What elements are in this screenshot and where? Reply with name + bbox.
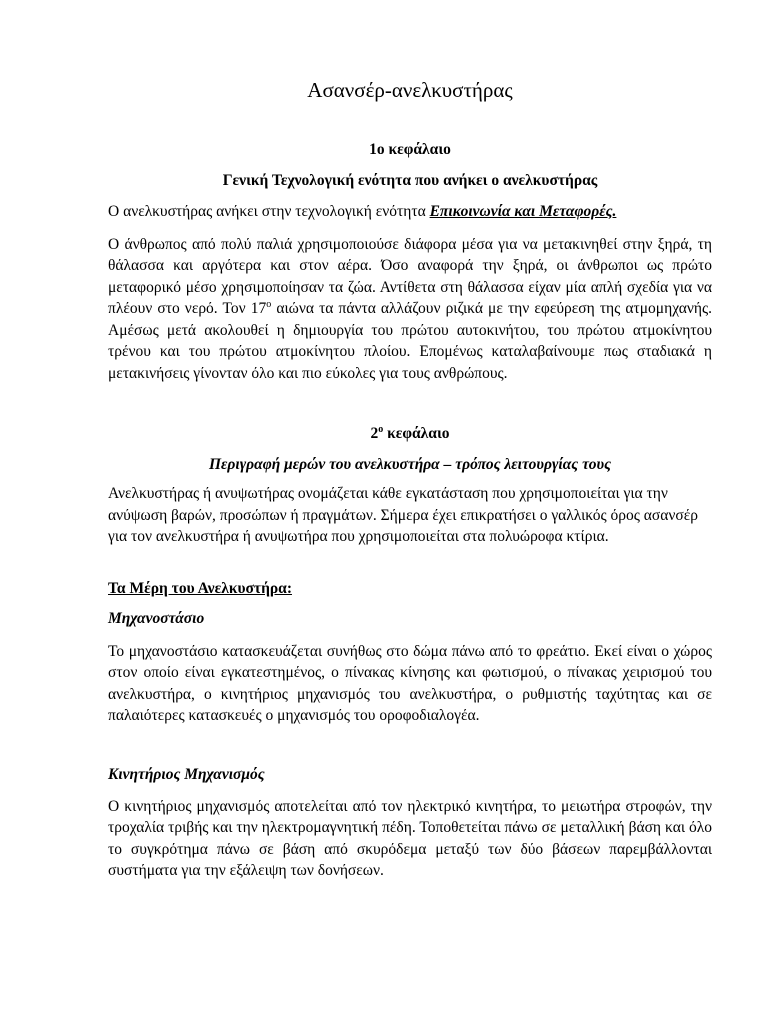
document-title: Ασανσέρ-ανελκυστήρας [307,78,513,102]
chapter2-heading-word: κεφάλαιο [383,425,450,442]
chapter2-subheading: Περιγραφή μερών του ανελκυστήρα – τρόπος λειτουργίας τους [209,456,611,473]
chapter1-intro [108,201,712,223]
chapter1-subheading: Γενική Τεχνολογική ενότητα που ανήκει ο ανελκυστήρας [222,172,598,189]
chapter2-paragraph: Ανελκυστήρας ή ανυψωτήρας ονομάζεται κάθε εγκατάσταση που χρησιμοποιείται για την ανύψωση βαρών, προσώπων ή πραγμάτων. Σήμερα έχει επικρατήσει ο γαλλικός όρος ασανσέρ για τον ανελκυστήρα ή ανυψωτήρα που χρησιμοποιείται στα πολυώροφα κτίρια. [108,485,698,545]
chapter1-para-sup: ο [266,298,272,310]
chapter1-heading: 1ο κεφάλαιο [369,141,451,158]
parts-heading: Τα Μέρη του Ανελκυστήρα: [108,579,292,597]
drive-heading: Κινητήριος Μηχανισμός [108,765,265,783]
chapter1-para-a: Ο άνθρωπος από πολύ παλιά χρησιμοποιούσε διάφορα μέσα για να μετακινηθεί στην ξηρά, τη θάλασσα και αργότερα και στον αέρα. Όσο αναφορά την ξηρά, οι άνθρωποι ως πρώτο μεταφορικό μέσο χρησιμοποίησαν τα ζώα. Αντίθετα στη θάλασσα είχαν μία απλή σχεδία για να πλέουν στο νερό. Τον 17 [108,235,712,317]
chapter1-intro-link: Επικοινωνία και Μεταφορές. [429,203,617,220]
drive-paragraph: Ο κινητήριος μηχανισμός αποτελείται από τον ηλεκτρικό κινητήρα, το μειωτήρα στροφών, την τροχαλία τριβής και την ηλεκτρομαγνητική πέδη. Τοποθετείται πάνω σε μεταλλική βάση και όλο το συγκρότημα πάνω σε βάση από σκυρόδεμα μεταξύ των δύο βάσεων παρεμβάλλονται συστήματα για την εξάλειψη των δονήσεων. [108,797,712,879]
chapter1-intro-text: Ο ανελκυστήρας ανήκει στην τεχνολογική ενότητα [108,203,430,220]
machine-room-heading: Μηχανοστάσιο [108,609,205,627]
chapter1-paragraph [108,234,712,385]
chapter2-heading-num: 2 [370,425,379,442]
chapter1-para-b: αιώνα τα πάντα αλλάζουν ριζικά με την εφεύρεση της ατμομηχανής. Αμέσως μετά ακολουθεί η δημιουργία του πρώτου αυτοκινήτου, του πρώτου ατμοκίνητου τρένου και του πρώτου ατμοκίνητου πλοίου. Επομένως καταλαβαίνουμε πως σταδιακά η μετακινήσεις γίνονταν όλο και πιο εύκολες για τους ανθρώπους. [108,300,712,382]
machine-room-paragraph: Το μηχανοστάσιο κατασκευάζεται συνήθως στο δώμα πάνω από το φρεάτιο. Εκεί είναι ο χώρος στον οποίο είναι εγκατεστημένος, ο πίνακας κίνησης και φωτισμού, ο πίνακας χειρισμού του ανελκυστήρα, ο κινητήριος μηχανισμός του ανελκυστήρα, ο ρυθμιστής ταχύτητας και σε παλαιότερες κατασκευές ο μηχανισμός του οροφοδιαλογέα. [108,642,712,724]
chapter2-heading-sup: ο [378,423,384,435]
chapter2-heading [108,424,712,444]
